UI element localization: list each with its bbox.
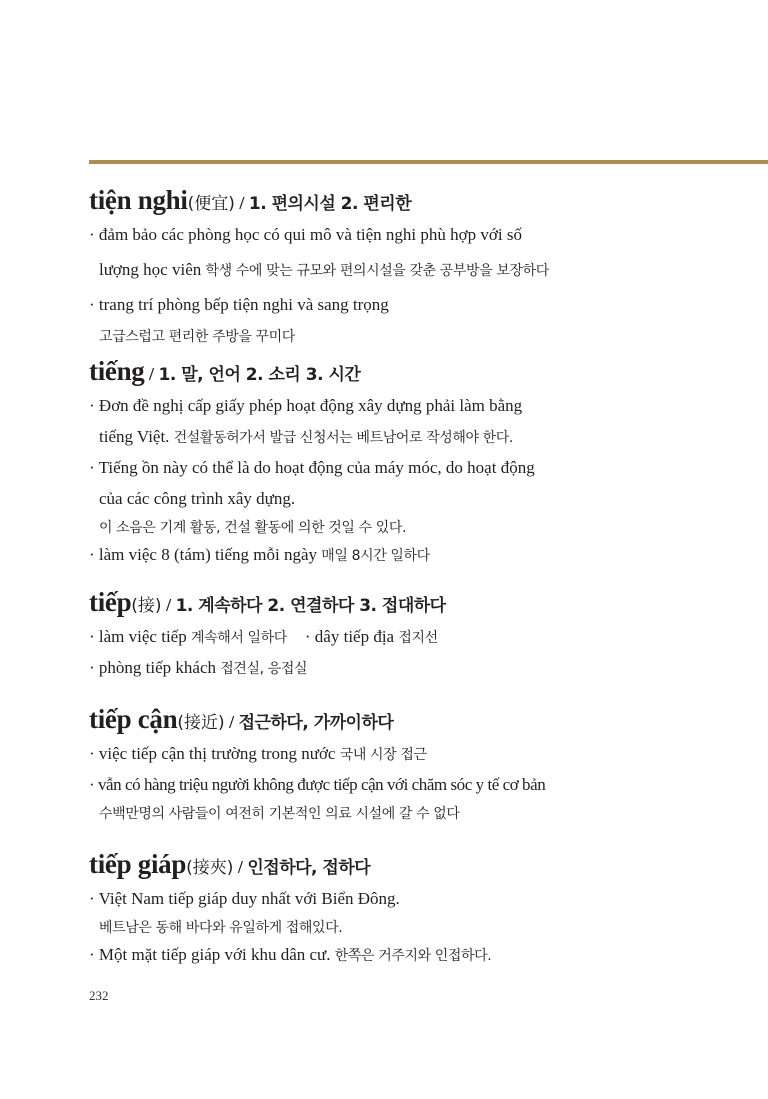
separator: /	[161, 595, 176, 615]
example-line	[89, 915, 749, 940]
example-ko: 건설활동허가서 발급 신청서는 베트남어로 작성해야 한다.	[173, 430, 513, 446]
example-line	[89, 943, 749, 968]
example-vi: · Một mặt tiếp giáp với khu dân cư.	[89, 945, 335, 964]
example-line	[89, 258, 749, 283]
example-line	[89, 456, 749, 481]
example-ko: 이 소음은 기계 활동, 건설 활동에 의한 것일 수 있다.	[99, 520, 407, 536]
entry-tiep-can	[89, 702, 749, 826]
example-ko: 계속해서 일하다	[190, 630, 287, 646]
example-line	[89, 742, 749, 767]
headword: tiếng	[89, 356, 145, 386]
example-vi: · đảm bảo các phòng học có qui mô và tiện nghi phù hợp với số	[89, 225, 522, 244]
example-line	[89, 656, 749, 681]
example-line	[89, 487, 749, 512]
example-vi: · trang trí phòng bếp tiện nghi và sang trọng	[89, 295, 389, 314]
headword-meaning: 1. 말, 언어 2. 소리 3. 시간	[158, 365, 361, 385]
example-line	[89, 425, 749, 450]
headword: tiếp cận	[89, 704, 178, 734]
headword-hanja: (便宜)	[187, 194, 235, 214]
example-vi: tiếng Việt.	[99, 427, 174, 446]
headword: tiếp	[89, 587, 132, 617]
headword-meaning: 접근하다, 가까이하다	[238, 713, 394, 733]
example-vi: · dây tiếp địa	[304, 627, 399, 646]
example-vi: của các công trình xây dựng.	[99, 489, 296, 508]
example-line	[89, 887, 749, 912]
example-vi: · Tiếng ồn này có thể là do hoạt động của máy móc, do hoạt động	[89, 458, 535, 477]
example-vi: · việc tiếp cận thị trường trong nước	[89, 744, 340, 763]
example-vi: · làm việc 8 (tám) tiếng mỗi ngày	[89, 545, 322, 564]
example-line	[89, 293, 749, 318]
headword-line	[89, 585, 749, 623]
example-line	[89, 625, 749, 650]
entry-tiep-giap	[89, 847, 749, 968]
example-line	[89, 515, 749, 540]
example-ko: 매일 8시간 일하다	[321, 548, 430, 564]
headword-meaning: 1. 계속하다 2. 연결하다 3. 접대하다	[175, 596, 446, 616]
entry-tieng	[89, 354, 749, 568]
page-number: 232	[89, 988, 109, 1003]
separator: /	[234, 193, 249, 213]
headword-hanja: (接)	[131, 596, 162, 616]
example-ko: 고급스럽고 편리한 주방을 꾸미다	[99, 329, 295, 345]
example-vi: · làm việc tiếp	[89, 627, 191, 646]
separator: /	[224, 712, 239, 732]
example-line	[89, 324, 749, 349]
example-ko: 접견실, 응접실	[220, 661, 308, 677]
example-line	[89, 394, 749, 419]
example-ko: 한쪽은 거주지와 인접하다.	[334, 948, 492, 964]
headword-line	[89, 354, 749, 392]
example-line	[89, 543, 749, 568]
entry-tiep	[89, 585, 749, 681]
example-vi: · vẫn có hàng triệu người không được tiếp cận với chăm sóc y tế cơ bản	[89, 775, 546, 794]
example-vi: · Đơn đề nghị cấp giấy phép hoạt động xây dựng phải làm bằng	[89, 396, 523, 415]
example-ko: 베트남은 동해 바다와 유일하게 접해있다.	[99, 920, 343, 936]
headword-meaning: 1. 편의시설 2. 편리한	[248, 194, 412, 214]
example-ko: 국내 시장 접근	[339, 747, 427, 763]
headword-line	[89, 183, 749, 221]
example-ko: 학생 수에 맞는 규모와 편의시설을 갖춘 공부방을 보장하다	[205, 263, 549, 279]
headword-hanja: (接近)	[177, 713, 225, 733]
example-vi: lượng học viên	[99, 260, 206, 279]
separator: /	[144, 364, 159, 384]
headword: tiếp giáp	[89, 849, 187, 879]
top-accent-rule	[89, 160, 768, 164]
example-vi: · Việt Nam tiếp giáp duy nhất với Biển Đông.	[89, 889, 400, 908]
headword-hanja: (接夾)	[186, 858, 234, 878]
example-line	[89, 801, 749, 826]
headword: tiện nghi	[89, 185, 188, 215]
separator: /	[233, 857, 248, 877]
example-vi: · phòng tiếp khách	[89, 658, 221, 677]
example-line	[89, 773, 749, 798]
headword-line	[89, 702, 749, 740]
headword-line	[89, 847, 749, 885]
example-ko: 접지선	[398, 630, 438, 646]
entry-tien-nghi	[89, 183, 749, 349]
example-line	[89, 223, 749, 248]
example-ko: 수백만명의 사람들이 여전히 기본적인 의료 시설에 갈 수 없다	[99, 806, 460, 822]
headword-meaning: 인접하다, 접하다	[247, 858, 371, 878]
